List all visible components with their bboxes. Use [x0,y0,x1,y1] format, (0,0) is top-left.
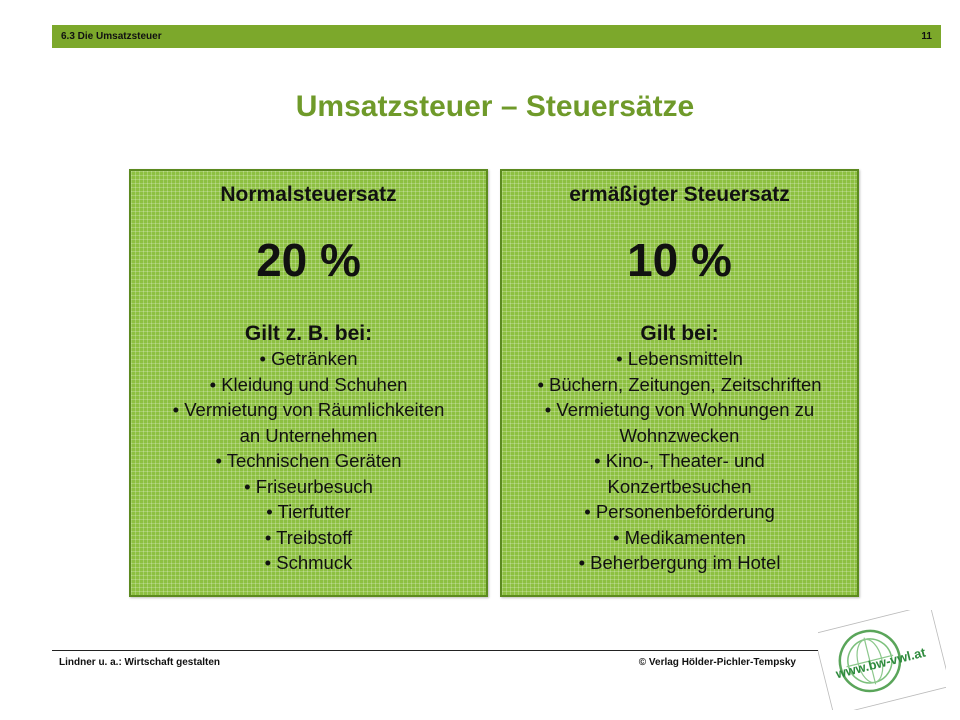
reduced-rate-value: 10 % [627,234,732,286]
standard-rate-applies-label: Gilt z. B. bei: [244,322,373,345]
page-number: 11 [921,31,932,42]
website-stamp [818,610,946,710]
stamp-icon [818,610,946,710]
list-item: • Schmuck [264,552,353,573]
list-item: • Getränken [259,348,358,369]
list-item: • Vermietung von Räumlichkeiten [172,399,445,420]
list-item: • Treibstoff [264,526,353,548]
list-item: • Kino-, Theater- und [594,450,765,471]
standard-rate-box [129,169,488,597]
footer-author: Lindner u. a.: Wirtschaft gestalten [59,657,221,668]
footer-publisher: © Verlag Hölder-Pichler-Tempsky [638,657,796,668]
reduced-rate-box [500,169,859,597]
reduced-rate-heading: ermäßigter Steuersatz [569,183,790,206]
standard-rate-value: 20 % [256,234,361,286]
list-item: • Friseurbesuch [244,475,373,497]
stamp-text: www.bw-vwl.at [834,644,928,682]
list-item: • Tierfutter [266,501,351,522]
list-item: • Beherbergung im Hotel [578,552,781,573]
list-item: • Medikamenten [613,526,746,548]
list-item: • Kleidung und Schuhen [209,373,408,395]
section-title: 6.3 Die Umsatzsteuer [61,31,162,42]
list-item: • Büchern, Zeitungen, Zeitschriften [537,373,822,395]
standard-rate-heading: Normalsteuersatz [220,183,397,206]
page-title: Umsatzsteuer – Steuersätze [295,90,695,123]
list-item: • Personenbeförderung [584,501,775,522]
header-bar [52,25,941,48]
list-item: Wohnzwecken [619,424,740,446]
list-item: • Technischen Geräten [215,450,402,471]
footer-divider [52,650,822,651]
list-item: Konzertbesuchen [607,475,752,497]
reduced-rate-applies-label: Gilt bei: [640,322,719,345]
list-item: an Unternehmen [239,424,378,446]
list-item: • Vermietung von Wohnungen zu [544,399,815,420]
standard-rate-list [131,346,486,576]
list-item: • Lebensmitteln [616,348,743,369]
reduced-rate-list [502,346,857,576]
